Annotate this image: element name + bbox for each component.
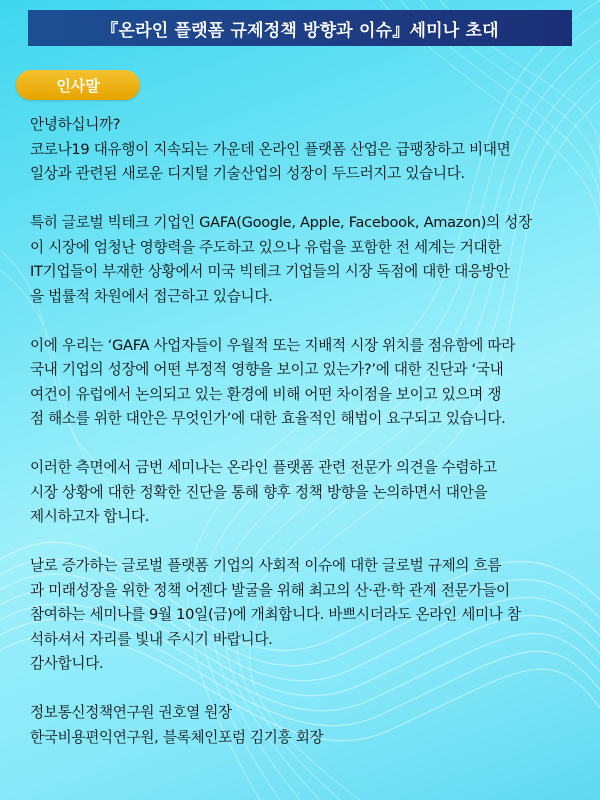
- paragraph-gap: [30, 530, 582, 555]
- gafa-paragraph: [30, 211, 582, 309]
- invitation-paragraph: [30, 554, 582, 677]
- text-line: 제시하고자 합니다.: [30, 508, 150, 525]
- text-line: 이에 우리는 ‘GAFA 사업자들이 우월적 또는 지배적 시장 위치를 점유함에 따라: [30, 336, 515, 354]
- text-line: IT기업들이 부재한 상황에서 미국 빅테크 기업들의 시장 독점에 대한 대응방안: [30, 263, 510, 280]
- text-line: 일상과 관련된 새로운 디지털 기술산업의 성장이 두드러지고 있습니다.: [30, 165, 465, 182]
- diagnosis-paragraph: [30, 334, 582, 432]
- greeting-badge-label: 인사말: [56, 76, 100, 95]
- signature-block: [30, 701, 582, 750]
- paragraph-gap: [30, 187, 582, 212]
- text-line: 시장 상황에 대한 정확한 진단을 통해 향후 정책 방향을 논의하면서 대안을: [30, 483, 488, 501]
- text-line: 석하셔서 자리를 빛내 주시기 바랍니다.: [30, 630, 273, 648]
- text-line: 참여하는 세미나를 9월 10일(금)에 개최합니다. 바쁘시더라도 온라인 세미나 참: [30, 606, 521, 623]
- page-title-bar: [28, 10, 572, 46]
- page-title: 『온라인 플랫폼 규제정책 방향과 이슈』세미나 초대: [101, 20, 499, 41]
- text-line: 을 법률적 차원에서 접근하고 있습니다.: [30, 287, 273, 305]
- text-line: 이 시장에 엄청난 영향력을 주도하고 있으나 유럽을 포함한 전 세계는 거대한: [30, 238, 502, 256]
- text-line: 과 미래성장을 위한 정책 어젠다 발굴을 위해 최고의 산·관·학 관계 전문가들이: [30, 581, 510, 599]
- letter-body: [30, 113, 582, 750]
- closing-thanks: 감사합니다.: [30, 655, 104, 672]
- text-line: 이러한 측면에서 금번 세미나는 온라인 플랫폼 관련 전문가 의견을 수렴하고: [30, 459, 497, 476]
- text-line: 국내 기업의 성장에 어떤 부정적 영향을 보이고 있는가?’에 대한 진단과 ‘국내: [30, 361, 504, 378]
- greeting-badge: [16, 70, 140, 100]
- signature-line: 한국비용편익연구원, 블록체인포럼 김기흥 회장: [30, 728, 324, 746]
- text-line: 날로 증가하는 글로벌 플랫폼 기업의 사회적 이슈에 대한 글로벌 규제의 흐름: [30, 557, 502, 574]
- text-line: 여건이 유럽에서 논의되고 있는 환경에 비해 어떤 차이점을 보이고 있으며 쟁: [30, 385, 502, 403]
- greeting-paragraph: [30, 113, 582, 187]
- paragraph-gap: [30, 432, 582, 457]
- text-line: 코로나19 대유행이 지속되는 가운데 온라인 플랫폼 산업은 급팽창하고 비대면: [30, 140, 511, 158]
- paragraph-gap: [30, 677, 582, 702]
- text-line: 특히 글로벌 빅테크 기업인 GAFA(Google, Apple, Facebook, Amazon)의 성장: [30, 214, 532, 231]
- signature-line: 정보통신정책연구원 권호열 원장: [30, 704, 232, 721]
- text-line: 안녕하십니까?: [30, 116, 121, 133]
- purpose-paragraph: [30, 456, 582, 530]
- text-line: 점 해소를 위한 대안은 무엇인가’에 대한 효율적인 해법이 요구되고 있습니다.: [30, 410, 506, 427]
- paragraph-gap: [30, 309, 582, 334]
